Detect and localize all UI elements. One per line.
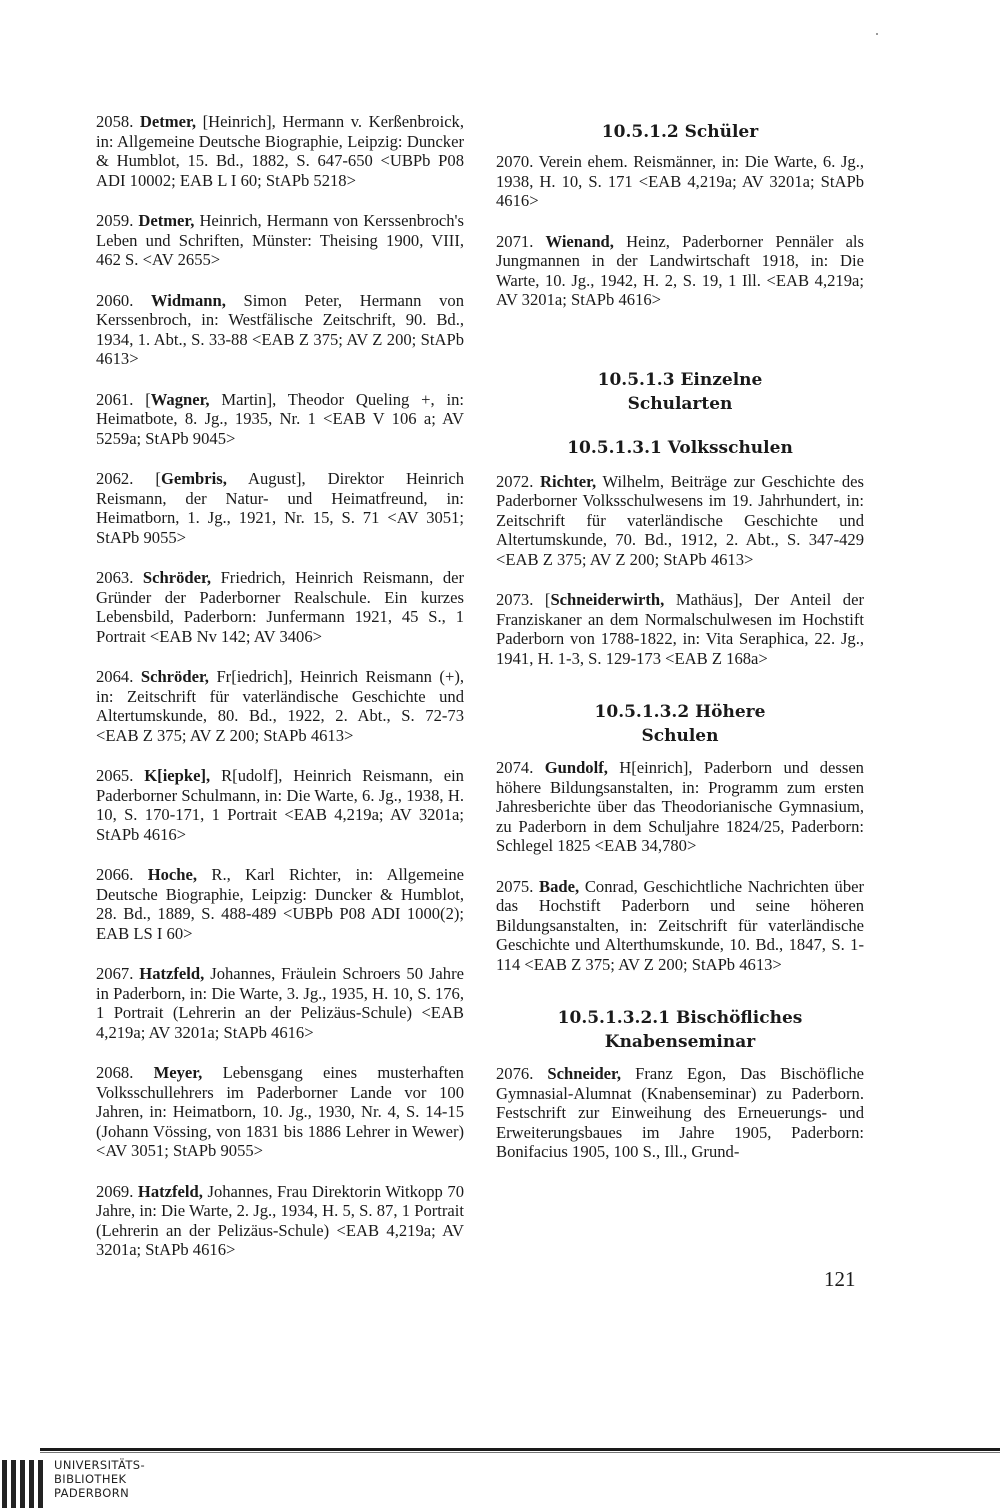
entry-text: Franz Egon, Das Bischöfliche Gymnasial-Alumnat (Knabenseminar) zu Paderborn. Festschrift zur Einweihung des Erneuerungs- und Erweiterungsbaues im Jahre 1905, Paderborn: Bonifacius 1905, 100 S., Ill., Grund- — [496, 1064, 864, 1161]
footer-rule-thin — [40, 1452, 1000, 1453]
bib-entry: 2073. [Schneiderwirth, Mathäus], Der Anteil der Franziskaner an dem Normalschulwesen im Hochstift Paderborn von 1788-1822, in: Vita Seraphica, 22. Jg., 1941, H. 1-3, S. 129-173 <EAB Z 168a> — [496, 590, 864, 668]
bib-entry: 2060. Widmann, Simon Peter, Hermann von Kerssenbroch, in: Westfälische Zeitschrift, 90. Bd., 1934, 1. Abt., S. 33-88 <EAB Z 375; AV Z 200; StAPb 4613> — [96, 290, 465, 368]
entry-author: Wagner, — [150, 389, 210, 409]
entry-text: Heinrich, Hermann von Kerssenbroch's Leben und Schriften, Münster: Theising 1900, VIII, 462 S. <AV 2655> — [96, 211, 464, 269]
bib-entry: 2064. Schröder, Fr[iedrich], Heinrich Reismann (+), in: Zeitschrift für vaterländische Geschichte und Altertumskunde, 80. Bd., 1922, 2. Abt., S. 72-73 <EAB Z 375; AV Z 200; StAPb 4613> — [96, 667, 464, 745]
entry-text: Verein ehem. Reismänner, in: Die Warte, 6. Jg., 1938, H. 10, S. 171 <EAB 4,219a; AV 3201a; StAPb 4616> — [496, 152, 864, 210]
bib-entry: 2075. Bade, Conrad, Geschichtliche Nachrichten über das Hochstift Paderborn und seine höheren Bildungsanstalten, in: Zeitschrift für vaterländische Geschichte und Alterthumskunde, 10. Bd., 1847, S. 1-114 <EAB Z 375; AV Z 200; StAPb 4613> — [496, 876, 865, 974]
entry-author: Schneider, — [547, 1064, 622, 1083]
library-logo-text: UNIVERSITÄTS- BIBLIOTHEK PADERBORN — [54, 1458, 146, 1500]
entry-author: Hatzfeld, — [139, 964, 205, 983]
bib-entry: 2068. Meyer, Lebensgang eines musterhaften Volksschullehrers im Paderborner Lande vor 100 Jahren, in: Heimatborn, 10. Jg., 1930, Nr. 4, S. 14-15 (Johann Vössing, von 1831 bis 1886 Lehrer in Wewer) <AV 3051; StAPb 9055> — [96, 1063, 464, 1160]
barcode-logo-icon — [2, 1460, 50, 1508]
section-heading-einzelne-schularten: 10.5.1.3 Einzelne Schularten — [597, 369, 763, 414]
entry-text: Friedrich, Heinrich Reismann, der Gründer der Paderborner Realschule. Ein kurzes Lebensbild, Paderborn: Junfermann 1921, 45 S., 1 Portrait <EAB Nv 142; AV 3406> — [96, 568, 465, 646]
entry-author: Gembris, — [160, 469, 227, 488]
entry-author: Hoche, — [147, 865, 198, 884]
bib-entry: 2067. Hatzfeld, Johannes, Fräulein Schroers 50 Jahre in Paderborn, in: Die Warte, 3. Jg., 1935, H. 10, S. 176, 1 Portrait (Lehrerin an der Pelizäus-Schule) <EAB 4,219a; AV 3201a; StAPb 4616> — [96, 964, 464, 1042]
section-heading-volksschulen: 10.5.1.3.1 Volksschulen — [567, 437, 793, 458]
entry-text: Fr[iedrich], Heinrich Reismann (+), in: Zeitschrift für vaterländische Geschichte und Altertumskunde, 80. Bd., 1922, 2. Abt., S. 72-73 <EAB Z 375; AV Z 200; StAPb 4613> — [96, 667, 464, 745]
bib-entry: 2076. Schneider, Franz Egon, Das Bischöfliche Gymnasial-Alumnat (Knabenseminar) zu Paderborn. Festschrift zur Einweihung des Erneuerungs- und Erweiterungsbaues im Jahre 1905, Paderborn: Bonifacius 1905, 100 S., Ill., Grund- — [496, 1064, 864, 1161]
bib-entry: 2063. Schröder, Friedrich, Heinrich Reismann, der Gründer der Paderborner Realschule. Ein kurzes Lebensbild, Paderborn: Junfermann 1921, 45 S., 1 Portrait <EAB Nv 142; AV 3406> — [96, 568, 465, 646]
scan-speck — [876, 33, 878, 35]
entry-author: Detmer, — [138, 211, 195, 230]
entry-author: Gundolf, — [544, 758, 608, 777]
page-number: 121 — [824, 1267, 856, 1291]
entry-text: Johannes, Fräulein Schroers 50 Jahre in Paderborn, in: Die Warte, 3. Jg., 1935, H. 10, S. 176, 1 Portrait (Lehrerin an der Pelizäus-Schule) <EAB 4,219a; AV 3201a; StAPb 4616> — [96, 964, 464, 1042]
entry-text: Wilhelm, Beiträge zur Geschichte des Paderborner Volksschulwesens im 19. Jahrhundert, in: Zeitschrift für vaterländische Geschichte und Altertumskunde, 70. Bd., 1912, 2. Abt., S. 347-429 <EAB Z 375; AV Z 200; StAPb 4613> — [496, 471, 864, 569]
bib-entry: 2065. K[iepke], R[udolf], Heinrich Reismann, ein Paderborner Schulmann, in: Die Warte, 6. Jg., 1938, H. 10, S. 170-171, 1 Portrait <EAB 4,219a; AV 3201a; StAPb 4616> — [96, 766, 464, 844]
bib-entry: 2071. Wienand, Heinz, Paderborner Pennäler als Jungmannen in der Landwirtschaft 1918, in: Die Warte, 10. Jg., 1942, H. 2, S. 19, 1 Ill. <EAB 4,219a; AV 3201a; StAPb 4616> — [496, 231, 864, 309]
entry-text: Heinz, Paderborner Pennäler als Jungmannen in der Landwirtschaft 1918, in: Die Warte, 10. Jg., 1942, H. 2, S. 19, 1 Ill. <EAB 4,219a; AV 3201a; StAPb 4616> — [496, 231, 864, 309]
entry-author: Schneiderwirth, — [550, 590, 665, 609]
bib-entry: 2074. Gundolf, H[einrich], Paderborn und dessen höhere Bildungsanstalten, in: Programm zum ersten Jahresberichte über das Theodorianische Gymnasium, zu Paderborn in dem Schuljahre 1824/25, Paderborn: Schlegel 1825 <EAB 34,780> — [496, 758, 864, 855]
entry-author: Bade, — [539, 876, 580, 896]
entry-text: Simon Peter, Hermann von Kerssenbroch, in: Westfälische Zeitschrift, 90. Bd., 1934, 1. Abt., S. 33-88 <EAB Z 375; AV Z 200; StAPb 4613> — [96, 290, 465, 368]
entry-author: Meyer, — [153, 1063, 203, 1082]
entry-author: Richter, — [540, 471, 597, 491]
entry-author: Widmann, — [151, 290, 226, 310]
entry-author: Schröder, — [140, 667, 209, 686]
section-heading-schueler: 10.5.1.2 Schüler — [601, 122, 759, 142]
right-column — [496, 112, 864, 1183]
bib-entry: 2058. Detmer, [Heinrich], Hermann v. Kerßenbroick, in: Allgemeine Deutsche Biographie, Leipzig: Duncker & Humblot, 15. Bd., 1882, S. 647-650 <UBPb P08 ADI 10002; EAB L I 60; StAPb 5218> — [96, 112, 464, 190]
entry-author: K[iepke], — [144, 766, 211, 785]
bib-entry: 2062. [Gembris, August], Direktor Heinrich Reismann, der Natur- und Heimatfreund, in: Heimatborn, 1. Jg., 1921, Nr. 15, S. 71 <AV 3051; StAPb 9055> — [96, 469, 465, 547]
entry-text: [Heinrich], Hermann v. Kerßenbroick, in: Allgemeine Deutsche Biographie, Leipzig: Duncker & Humblot, 15. Bd., 1882, S. 647-650 <UBPb P08 ADI 10002; EAB L I 60; StAPb 5218> — [96, 112, 464, 190]
entry-text: Conrad, Geschichtliche Nachrichten über das Hochstift Paderborn und seine höheren Bildungsanstalten, in: Zeitschrift für vaterländische Geschichte und Alterthumskunde, 10. Bd., 1847, S. 1-114 <EAB Z 375; AV Z 200; StAPb 4613> — [496, 876, 865, 974]
entry-text: H[einrich], Paderborn und dessen höhere Bildungsanstalten, in: Programm zum ersten Jahresberichte über das Theodorianische Gymnasium, zu Paderborn in dem Schuljahre 1824/25, Paderborn: Schlegel 1825 <EAB 34,780> — [496, 758, 864, 855]
entry-author: Hatzfeld, — [137, 1181, 203, 1201]
bib-entry: 2069. Hatzfeld, Johannes, Frau Direktorin Witkopp 70 Jahre, in: Die Warte, 2. Jg., 1934, H. 5, S. 87, 1 Portrait (Lehrerin an der Pelizäus-Schule) <EAB 4,219a; AV 3201a; StAPb 4616> — [96, 1181, 464, 1259]
bib-entry: 2072. Richter, Wilhelm, Beiträge zur Geschichte des Paderborner Volksschulwesens im 19. Jahrhundert, in: Zeitschrift für vaterländische Geschichte und Altertumskunde, 70. Bd., 1912, 2. Abt., S. 347-429 <EAB Z 375; AV Z 200; StAPb 4613> — [496, 471, 864, 569]
bib-entry: 2070. Verein ehem. Reismänner, in: Die Warte, 6. Jg., 1938, H. 10, S. 171 <EAB 4,219a; AV 3201a; StAPb 4616> — [496, 152, 864, 210]
bib-entry: 2066. Hoche, R., Karl Richter, in: Allgemeine Deutsche Biographie, Leipzig: Duncker & Humblot, 28. Bd., 1889, S. 488-489 <UBPb P08 ADI 1000(2); EAB LS I 60> — [96, 865, 464, 943]
bib-entry: 2059. Detmer, Heinrich, Hermann von Kerssenbroch's Leben und Schriften, Münster: Theising 1900, VIII, 462 S. <AV 2655> — [96, 211, 464, 269]
footer-rule — [40, 1448, 1000, 1451]
left-column — [96, 112, 464, 1281]
entry-author: Wienand, — [545, 231, 614, 251]
entry-author: Schröder, — [142, 568, 211, 587]
section-heading-hoehere-schulen: 10.5.1.3.2 Höhere Schulen — [594, 702, 766, 746]
entry-text: Johannes, Frau Direktorin Witkopp 70 Jahre, in: Die Warte, 2. Jg., 1934, H. 5, S. 87, 1 Portrait (Lehrerin an der Pelizäus-Schule) <EAB 4,219a; AV 3201a; StAPb 4616> — [96, 1181, 464, 1259]
library-logo — [0, 1458, 240, 1510]
entry-text: R[udolf], Heinrich Reismann, ein Paderborner Schulmann, in: Die Warte, 6. Jg., 1938, H. 10, S. 170-171, 1 Portrait <EAB 4,219a; AV 3201a; StAPb 4616> — [96, 766, 464, 844]
bib-entry: 2061. [Wagner, Martin], Theodor Queling +, in: Heimatbote, 8. Jg., 1935, Nr. 1 <EAB V 106 a; AV 5259a; StAPb 9045> — [96, 389, 464, 448]
entry-text: Martin], Theodor Queling +, in: Heimatbote, 8. Jg., 1935, Nr. 1 <EAB V 106 a; AV 5259a; StAPb 9045> — [96, 389, 464, 448]
entry-text: August], Direktor Heinrich Reismann, der Natur- und Heimatfreund, in: Heimatborn, 1. Jg., 1921, Nr. 15, S. 71 <AV 3051; StAPb 9055> — [96, 469, 465, 547]
entry-text: Mathäus], Der Anteil der Franziskaner an dem Normalschulwesen im Hochstift Paderborn von 1788-1822, in: Vita Seraphica, 22. Jg., 1941, H. 1-3, S. 129-173 <EAB Z 168a> — [496, 590, 864, 668]
entry-author: Detmer, — [139, 112, 196, 131]
section-heading-knabenseminar: 10.5.1.3.2.1 Bischöfliches Knabenseminar — [557, 1008, 803, 1052]
entry-text: R., Karl Richter, in: Allgemeine Deutsche Biographie, Leipzig: Duncker & Humblot, 28. Bd., 1889, S. 488-489 <UBPb P08 ADI 1000(2); EAB LS I 60> — [96, 865, 464, 943]
entry-text: Lebensgang eines musterhaften Volksschullehrers im Paderborner Lande vor 100 Jahren, in: Heimatborn, 10. Jg., 1930, Nr. 4, S. 14-15 (Johann Vössing, von 1831 bis 1886 Lehrer in Wewer) <AV 3051; StAPb 9055> — [96, 1063, 464, 1160]
